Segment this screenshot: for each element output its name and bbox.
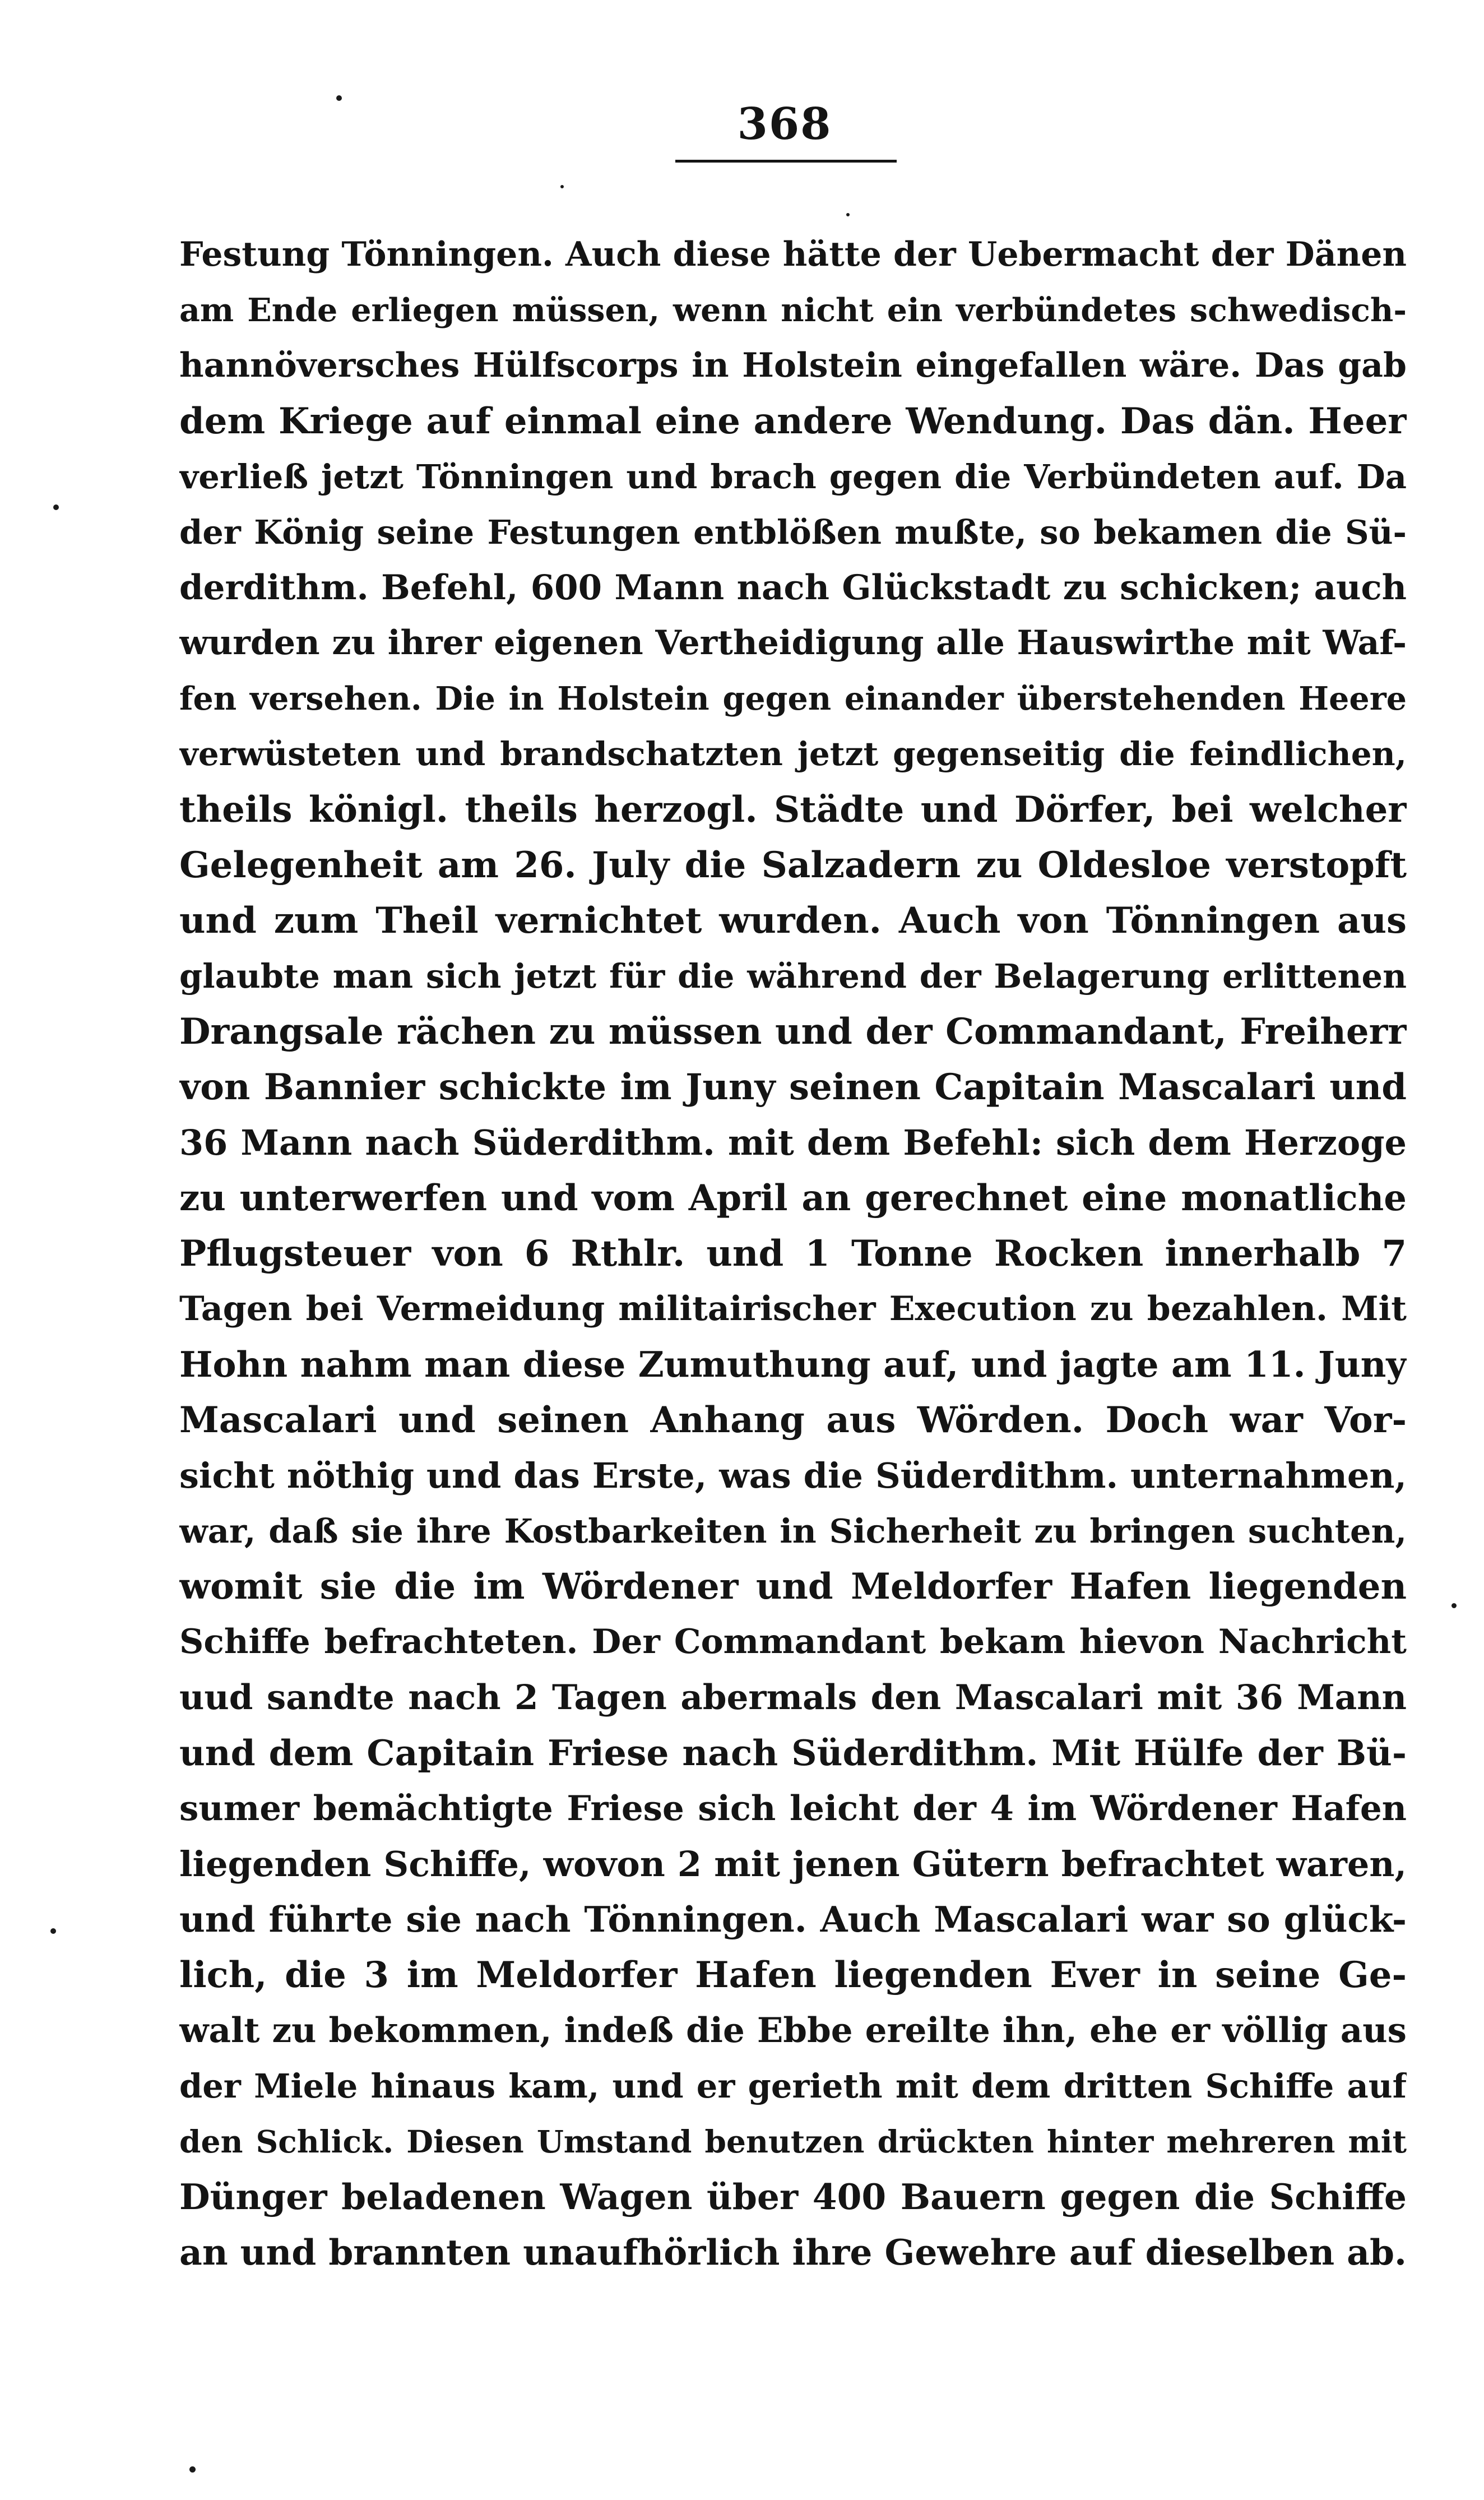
page-number: 368 — [737, 99, 832, 150]
text-line: verwüsteten und brandschatzten jetzt gegenseitig die feindlichen, — [179, 735, 1407, 773]
text-line: theils königl. theils herzogl. Städte und Dörfer, bei welcher — [179, 789, 1407, 831]
text-line: zu unterwerfen und vom April an gerechnet eine monatliche — [179, 1177, 1407, 1219]
scan-speck — [53, 504, 59, 510]
text-line: und führte sie nach Tönningen. Auch Mascalari war so glück- — [179, 1899, 1407, 1940]
text-line: womit sie die im Wördener und Meldorfer Hafen liegenden — [179, 1566, 1407, 1608]
text-line: an und brannten unaufhörlich ihre Gewehre auf dieselben ab. — [179, 2232, 1407, 2273]
scan-speck — [336, 95, 342, 101]
scan-speck — [846, 213, 850, 216]
text-line: und dem Capitain Friese nach Süderdithm. Mit Hülfe der Bü- — [179, 1732, 1407, 1774]
text-line: 36 Mann nach Süderdithm. mit dem Befehl: sich dem Herzoge — [179, 1122, 1407, 1163]
text-line: liegenden Schiffe, wovon 2 mit jenen Gütern befrachtet waren, — [179, 1844, 1407, 1885]
text-line: Pflugsteuer von 6 Rthlr. und 1 Tonne Rocken innerhalb 7 — [179, 1233, 1407, 1275]
text-line: hannöversches Hülfscorps in Holstein eingefallen wäre. Das gab — [179, 346, 1407, 385]
scan-speck — [1451, 1603, 1457, 1608]
text-line: Gelegenheit am 26. July die Salzadern zu Oldesloe verstopft — [179, 844, 1407, 886]
header-rule — [675, 160, 897, 163]
text-line: sicht nöthig und das Erste, was die Süderdithm. unternahmen, — [179, 1455, 1407, 1496]
scan-speck — [560, 185, 564, 188]
text-line: Schiffe befrachteten. Der Commandant bekam hievon Nachricht — [179, 1622, 1407, 1661]
text-line: Festung Tönningen. Auch diese hätte der Uebermacht der Dänen — [179, 235, 1407, 274]
scan-speck — [189, 2466, 196, 2473]
text-line: von Bannier schickte im Juny seinen Capitain Mascalari und — [179, 1066, 1407, 1108]
text-line: uud sandte nach 2 Tagen abermals den Mascalari mit 36 Mann — [179, 1678, 1407, 1717]
text-line: fen versehen. Die in Holstein gegen einander überstehenden Heere — [179, 680, 1407, 717]
text-line: Drangsale rächen zu müssen und der Commandant, Freiherr — [179, 1011, 1407, 1053]
scan-speck — [50, 1928, 56, 1934]
text-line: sumer bemächtigte Friese sich leicht der 4 im Wördener Hafen — [179, 1789, 1407, 1828]
text-line: wurden zu ihrer eigenen Vertheidigung alle Hauswirthe mit Waf- — [179, 623, 1407, 663]
text-line: und zum Theil vernichtet wurden. Auch von Tönningen aus — [179, 900, 1407, 942]
text-line: der Miele hinaus kam, und er gerieth mit dem dritten Schiffe auf — [179, 2067, 1407, 2105]
text-line: am Ende erliegen müssen, wenn nicht ein verbündetes schwedisch- — [179, 291, 1407, 329]
body-text — [179, 227, 1407, 2280]
text-line: glaubte man sich jetzt für die während der Belagerung erlittenen — [179, 957, 1407, 996]
text-line: verließ jetzt Tönningen und brach gegen die Verbündeten auf. Da — [179, 457, 1407, 496]
text-line: der König seine Festungen entblößen mußte, so bekamen die Sü- — [179, 513, 1407, 552]
text-line: derdithm. Befehl, 600 Mann nach Glückstadt zu schicken; auch — [179, 568, 1407, 608]
text-line: den Schlick. Diesen Umstand benutzen drückten hinter mehreren mit — [179, 2123, 1407, 2160]
text-line: lich, die 3 im Meldorfer Hafen liegenden Ever in seine Ge- — [179, 1954, 1407, 1996]
text-line: Tagen bei Vermeidung militairischer Execution zu bezahlen. Mit — [179, 1289, 1407, 1328]
text-line: Dünger beladenen Wagen über 400 Bauern gegen die Schiffe — [179, 2176, 1407, 2217]
text-line: Hohn nahm man diese Zumuthung auf, und jagte am 11. Juny — [179, 1344, 1407, 1385]
text-line: war, daß sie ihre Kostbarkeiten in Sicherheit zu bringen suchten, — [179, 1512, 1407, 1550]
text-line: walt zu bekommen, indeß die Ebbe ereilte ihn, ehe er völlig aus — [179, 2011, 1407, 2050]
text-line: Mascalari und seinen Anhang aus Wörden. Doch war Vor- — [179, 1399, 1407, 1441]
text-line: dem Kriege auf einmal eine andere Wendung. Das dän. Heer — [179, 400, 1407, 442]
